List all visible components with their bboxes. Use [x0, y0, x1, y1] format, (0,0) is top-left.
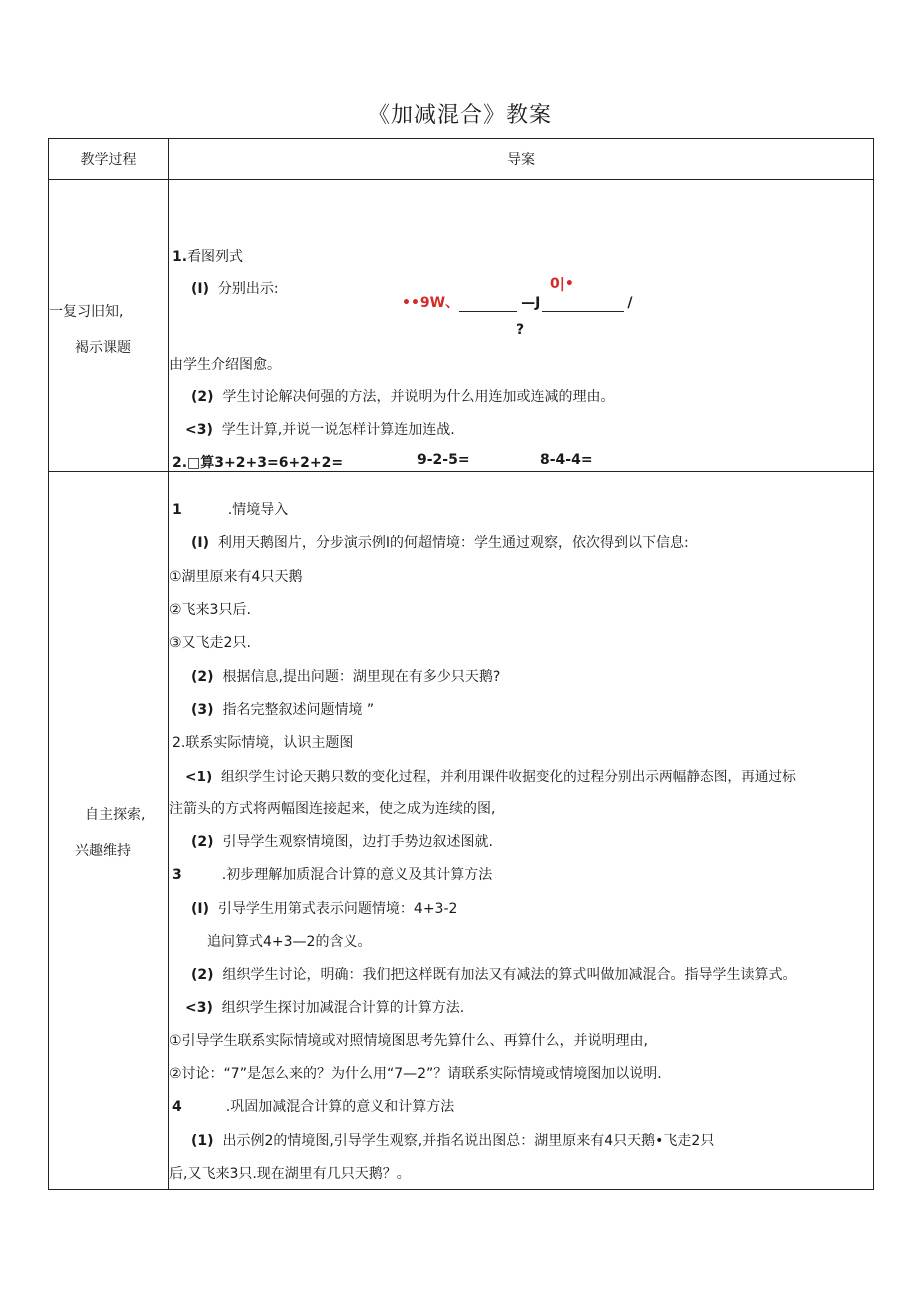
section2-label-line1: 自主探索, [85, 807, 146, 823]
figure-question-mark: ? [516, 322, 525, 338]
section1-label-line1: 一复习旧知, [49, 304, 124, 320]
section2-p4-cont: 注箭头的方式将两幅图连接起来，使之成为连续的图, [169, 801, 496, 817]
p5-num: (2) [191, 834, 214, 850]
section1-label-cell [49, 180, 169, 472]
p5-text: 引导学生观察情境图，边打手势边叙述图就. [222, 834, 493, 850]
section1-item1-num: (I) [191, 281, 210, 297]
section2-p9-cont: 后,又飞来3只.现在湖里有几只天鹅？。 [169, 1166, 411, 1182]
heading3-text: .初步理解加质混合计算的意义及其计算方法 [221, 867, 493, 883]
p8-text: 组织学生探讨加减混合计算的计算方法. [221, 1000, 465, 1016]
p2-num: (2) [191, 669, 214, 685]
p4-text: 组织学生讨论天鹅只数的变化过程，并利用课件收据变化的过程分别出示两幅静态图，再通过标 [220, 769, 796, 785]
p6-text: 引导学生用第式表示问题情境：4+3-2 [217, 901, 458, 917]
info-item-3: ③又飞走2只. [169, 635, 251, 651]
section2-p7 [191, 964, 796, 984]
section2-p9 [191, 1130, 714, 1150]
method-item-2: ②讨论：“7”是怎么来的？为什么用“7—2”？请联系实际情境或情境图加以说明. [169, 1066, 662, 1082]
p7-text: 组织学生讨论，明确：我们把这样既有加法又有减法的算式叫做加减混合。指导学生读算式。 [222, 967, 797, 983]
section1-item2 [191, 386, 614, 406]
p9-text: 出示例2的情境图,引导学生观察,并指名说出图总：湖里原来有4只天鹅•飞走2只 [222, 1133, 715, 1149]
figure-row [402, 292, 632, 312]
p1-text: 利用天鹅图片，分步演示例I的何超情境：学生通过观察，依次得到以下信息: [217, 535, 689, 551]
section2-heading2: 2.联系实际情境，认识主题图 [172, 735, 354, 751]
section1-item1 [191, 278, 279, 298]
section1-label-line2: 褐示课题 [75, 340, 131, 356]
calc-line-c: 8-4-4= [540, 452, 593, 468]
heading4-num: 4 [172, 1099, 182, 1115]
section1-item2-num: (2) [191, 389, 214, 405]
section2-p2 [191, 666, 500, 686]
method-item-1: ①引导学生联系实际情境或对照情境图思考先算什么、再算什么，并说明理由, [169, 1033, 648, 1049]
table-row [49, 472, 874, 1190]
section2-p6-cont: 追问算式4+3—2的含义。 [207, 934, 372, 950]
section1-item3-num: <3) [185, 422, 213, 438]
section1-item2-text: 学生讨论解决何强的方法，并说明为什么用连加或连减的理由。 [222, 389, 615, 405]
p3-text: 指名完整叙述问题情境 ” [222, 702, 375, 718]
p4-num: <1) [185, 769, 213, 785]
section1-item3-text: 学生计算,并说一说怎样计算连加连战. [221, 422, 455, 438]
p9-num: (1) [191, 1133, 214, 1149]
section2-p5 [191, 831, 493, 851]
figure-underline-1 [459, 311, 517, 312]
p1-num: (I) [191, 535, 210, 551]
section2-p6 [191, 898, 457, 918]
p2-text: 根据信息,提出问题：湖里现在有多少只天鹅? [222, 669, 501, 685]
info-item-2: ②飞来3只后. [169, 602, 251, 618]
figure-label-a: ••9W、 [402, 295, 460, 311]
figure-label-b: —J [521, 295, 541, 311]
p8-num: <3) [185, 1000, 213, 1016]
section2-heading4 [172, 1096, 454, 1116]
section2-label-cell [49, 472, 169, 1190]
heading1-num: 1 [172, 502, 182, 518]
section2-heading3 [172, 864, 492, 884]
section1-heading-text: 看图列式 [187, 249, 244, 265]
figure-label-c: 0|• [550, 276, 574, 292]
section1-item1-text: 分别出示: [217, 281, 279, 297]
section2-heading1 [172, 499, 288, 519]
section2-content-cell [169, 472, 874, 1190]
lesson-plan-table [48, 138, 874, 1190]
p7-num: (2) [191, 967, 214, 983]
heading3-num: 3 [172, 867, 182, 883]
table-row [49, 180, 874, 472]
heading4-text: .巩固加减混合计算的意义和计算方法 [225, 1099, 455, 1115]
header-guide: 导案 [169, 139, 874, 180]
section2-p3 [191, 699, 374, 719]
section2-p1 [191, 532, 689, 552]
calc-line-b: 9-2-5= [417, 452, 470, 468]
p6-num: (I) [191, 901, 210, 917]
figure-label-d: / [627, 295, 633, 311]
header-teaching-process: 教学过程 [49, 139, 169, 180]
section1-heading-num: 1. [172, 249, 188, 265]
section1-item3 [185, 419, 455, 439]
table-header-row [49, 139, 874, 180]
section2-label-line2: 兴趣维持 [75, 843, 131, 859]
p3-num: (3) [191, 702, 214, 718]
info-item-1: ①湖里原来有4只天鹅 [169, 569, 303, 585]
section2-p8 [185, 997, 464, 1017]
calc-line-a: 2.□算3+2+3=6+2+2= [172, 455, 344, 471]
figure-underline-2 [542, 311, 624, 312]
document-title: 《加减混合》教案 [367, 103, 552, 128]
section1-content-cell [169, 180, 874, 472]
heading1-text: .情境导入 [227, 502, 289, 518]
section1-heading [172, 246, 243, 266]
section2-p4 [185, 765, 796, 785]
section1-intro: 由学生介绍图愈。 [169, 357, 281, 373]
